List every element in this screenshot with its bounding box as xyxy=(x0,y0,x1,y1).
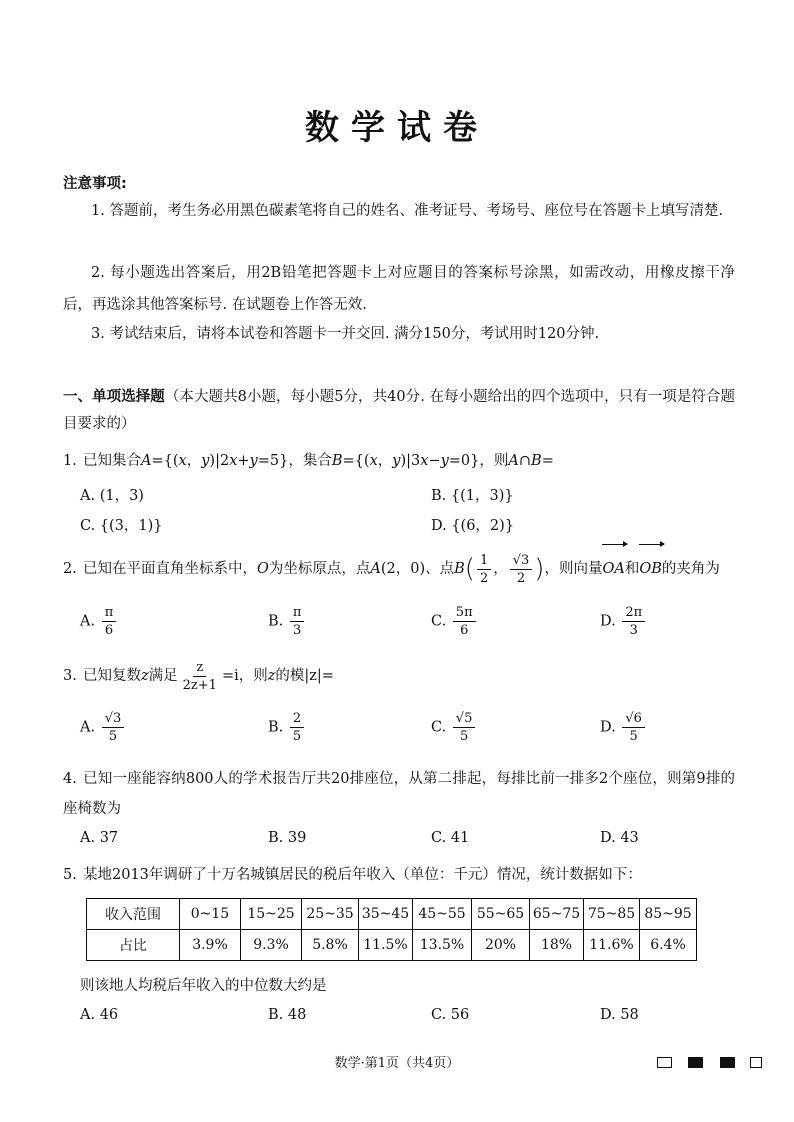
table-cell: 65~75 xyxy=(530,899,584,930)
table-cell: 11.5% xyxy=(359,930,413,961)
q1-stem-text: ={( xyxy=(342,453,370,469)
q1-stem-text: )|3 xyxy=(400,453,421,469)
denominator: 6 xyxy=(104,623,114,638)
q2-point-b: B xyxy=(454,561,465,577)
vector-ob: OB xyxy=(639,546,662,592)
print-mark-hollow xyxy=(657,1057,672,1068)
numerator: π xyxy=(290,606,305,622)
q1-stem-text: ={( xyxy=(151,453,179,469)
numerator: √5 xyxy=(453,712,476,728)
denominator: 5 xyxy=(108,729,118,744)
q1-option-b[interactable]: B. {(1，3)} xyxy=(431,488,514,504)
q1-option-a[interactable]: A. (1，3) xyxy=(80,488,144,504)
option-fraction xyxy=(622,606,645,637)
q5-option-c[interactable]: C. 56 xyxy=(431,1007,470,1023)
table-cell: 6.4% xyxy=(640,930,697,961)
q1-set-b: B xyxy=(331,453,343,469)
q3-option-b[interactable] xyxy=(268,712,306,743)
denominator: 5 xyxy=(459,729,469,744)
option-label: A. xyxy=(80,613,96,630)
q2-option-c[interactable] xyxy=(431,606,478,637)
q1-option-c[interactable]: C. {(3，1)} xyxy=(80,518,163,534)
q3-option-a[interactable] xyxy=(80,712,126,743)
section-1-desc: （本大题共8小题，每小题5分，共40分. 在每小题给出的四个选项中，只有一项是符合题目要求的） xyxy=(63,389,736,432)
q1-var: y xyxy=(392,453,401,469)
q1-stem-text: )|2 xyxy=(209,453,230,469)
table-cell: 85~95 xyxy=(640,899,697,930)
table-cell: 占比 xyxy=(87,930,180,961)
page-title: 数学试卷 xyxy=(305,108,489,148)
q1-stem-text: ， xyxy=(186,453,202,469)
q3-stem-text: 满足 xyxy=(148,668,178,684)
q5-number: 5. xyxy=(63,867,77,883)
question-5 xyxy=(63,862,743,888)
q3-option-d[interactable] xyxy=(600,712,647,743)
q2-stem-text: 为坐标原点，点 xyxy=(268,561,371,577)
denominator: 2z+1 xyxy=(182,677,217,693)
q1-stem-text: − xyxy=(428,453,441,469)
table-cell: 5.8% xyxy=(302,930,359,961)
q3-stem-text: 的模 xyxy=(275,668,305,684)
denominator: 5 xyxy=(292,729,302,744)
table-cell: 55~65 xyxy=(472,899,530,930)
q4-stem: 已知一座能容纳800人的学术报告厅共20排座位，从第二排起，每排比前一排多2个座位，则第9排的座椅数为 xyxy=(63,771,735,817)
left-paren: ( xyxy=(464,554,475,584)
table-cell: 20% xyxy=(472,930,530,961)
q5-stem: 某地2013年调研了十万名城镇居民的税后年收入（单位：千元）情况，统计数据如下： xyxy=(83,867,642,883)
table-cell: 18% xyxy=(530,930,584,961)
numerator: z xyxy=(193,661,206,677)
q4-option-b[interactable]: B. 39 xyxy=(268,830,307,846)
q3-fraction xyxy=(180,661,220,692)
option-label: A. xyxy=(80,719,96,736)
table-cell: 35~45 xyxy=(359,899,413,930)
denominator: 6 xyxy=(460,623,469,638)
question-2 xyxy=(63,546,743,592)
q1-var: x xyxy=(229,453,238,469)
q2-number: 2. xyxy=(63,561,77,577)
numerator: 5π xyxy=(453,606,476,622)
q3-stem-text: = xyxy=(321,668,334,684)
q2-and: 和 xyxy=(624,561,640,577)
denominator: 5 xyxy=(629,729,638,744)
denominator: 3 xyxy=(293,623,302,638)
q1-var: y xyxy=(249,453,258,469)
q3-stem-text: 已知复数 xyxy=(83,668,141,684)
denominator: 2 xyxy=(516,570,526,586)
denominator: 3 xyxy=(629,623,638,638)
q2-stem-text: ，则向量 xyxy=(544,561,603,577)
q1-stem-text: =0}，则 xyxy=(448,453,509,469)
numerator: π xyxy=(102,606,117,622)
section-1-heading: 一、单项选择题 xyxy=(63,389,165,405)
notice-item-1: 1. 答题前，考生务必用黑色碳素笔将自己的姓名、准考证号、考场号、座位号在答题卡上填写清楚. xyxy=(91,203,724,219)
option-fraction xyxy=(102,606,117,637)
q2-point-a: A xyxy=(370,561,381,577)
numerator: √3 xyxy=(102,712,125,728)
q3-modulus: |z| xyxy=(304,668,322,684)
q3-number: 3. xyxy=(63,668,77,684)
vector-oa: OA xyxy=(602,546,624,592)
option-label: B. xyxy=(268,613,284,630)
table-cell: 75~85 xyxy=(584,899,640,930)
table-cell: 13.5% xyxy=(413,930,472,961)
q5-option-d[interactable]: D. 58 xyxy=(600,1007,639,1023)
q1-var: x xyxy=(178,453,187,469)
option-fraction xyxy=(290,606,305,637)
table-cell: 45~55 xyxy=(413,899,472,930)
q1-var: x xyxy=(369,453,378,469)
section-1-header xyxy=(63,384,735,438)
q1-var: x xyxy=(420,453,429,469)
table-cell: 收入范围 xyxy=(87,899,180,930)
option-fraction xyxy=(290,712,304,743)
page-footer: 数学·第1页（共4页） xyxy=(334,1056,460,1071)
q1-stem-text: = xyxy=(541,453,554,469)
q3-stem-text: =i，则 xyxy=(221,668,268,684)
q5-option-a[interactable]: A. 46 xyxy=(80,1007,119,1023)
q3-var-z: z xyxy=(267,668,276,684)
q1-var: B xyxy=(531,453,542,469)
q5-option-b[interactable]: B. 48 xyxy=(268,1007,307,1023)
question-4 xyxy=(63,764,735,824)
q2-bx-fraction xyxy=(477,554,491,585)
notice-item-2: 2. 每小题选出答案后，用2B铅笔把答题卡上对应题目的答案标号涂黑，如需改动，用橡皮擦干净后，再选涂其他答案标号. 在试题卷上作答无效. xyxy=(63,265,735,313)
q2-option-a[interactable] xyxy=(80,606,118,637)
q2-option-d[interactable] xyxy=(600,606,647,637)
q3-option-c[interactable] xyxy=(431,712,477,743)
q4-option-a[interactable]: A. 37 xyxy=(80,830,119,846)
q2-stem-text: 的夹角为 xyxy=(661,561,720,577)
print-mark-filled xyxy=(688,1057,703,1068)
numerator: 1 xyxy=(477,554,491,570)
income-table xyxy=(86,898,697,961)
table-cell: 25~35 xyxy=(302,899,359,930)
q5-followup: 则该地人均税后年收入的中位数大约是 xyxy=(80,978,327,994)
question-1 xyxy=(63,448,743,474)
q4-number: 4. xyxy=(63,771,77,787)
q1-var: y xyxy=(440,453,449,469)
option-label: B. xyxy=(268,719,284,736)
q1-cap-symbol: ∩ xyxy=(518,453,532,469)
option-label: D. xyxy=(600,613,616,630)
question-3 xyxy=(63,656,743,696)
q1-stem-text: 已知集合 xyxy=(83,453,141,469)
q2-comma: ， xyxy=(493,561,508,577)
q1-option-d[interactable]: D. {(6，2)} xyxy=(431,518,515,534)
q4-option-d[interactable]: D. 43 xyxy=(600,830,639,846)
q1-stem-text: + xyxy=(237,453,250,469)
q1-set-a: A xyxy=(141,453,152,469)
q1-var: A xyxy=(508,453,519,469)
option-fraction xyxy=(102,712,125,743)
q3-var-z: z xyxy=(141,668,149,684)
q2-by-fraction xyxy=(510,554,533,585)
q2-stem-text: 已知在平面直角坐标系中， xyxy=(83,561,257,577)
notice-heading: 注意事项: xyxy=(63,176,127,192)
numerator: 2 xyxy=(290,712,304,728)
q2-stem-text: (2，0)、点 xyxy=(380,561,455,577)
table-row xyxy=(87,930,697,961)
table-cell: 15~25 xyxy=(241,899,302,930)
q1-stem-text: ， xyxy=(377,453,393,469)
q2-origin: O xyxy=(257,561,269,577)
denominator: 2 xyxy=(479,570,489,586)
q2-option-b[interactable] xyxy=(268,606,306,637)
right-paren: ) xyxy=(534,554,545,584)
table-cell: 3.9% xyxy=(180,930,241,961)
q1-var: y xyxy=(201,453,210,469)
numerator: √6 xyxy=(622,712,645,728)
notice-item-3: 3. 考试结束后，请将本试卷和答题卡一并交回. 满分150分，考试用时120分钟. xyxy=(91,326,600,342)
numerator: 2π xyxy=(622,606,645,622)
print-mark-filled xyxy=(720,1057,735,1068)
numerator: √3 xyxy=(510,554,533,570)
option-fraction xyxy=(453,712,476,743)
table-row xyxy=(87,899,697,930)
option-label: C. xyxy=(431,719,447,736)
q1-number: 1. xyxy=(63,453,77,469)
table-cell: 11.6% xyxy=(584,930,640,961)
table-cell: 9.3% xyxy=(241,930,302,961)
option-label: D. xyxy=(600,719,616,736)
print-mark-hollow xyxy=(750,1057,762,1068)
option-fraction xyxy=(453,606,476,637)
table-cell: 0~15 xyxy=(180,899,241,930)
q4-option-c[interactable]: C. 41 xyxy=(431,830,470,846)
option-fraction xyxy=(622,712,645,743)
q1-stem-text: =5}，集合 xyxy=(257,453,332,469)
option-label: C. xyxy=(431,613,447,630)
